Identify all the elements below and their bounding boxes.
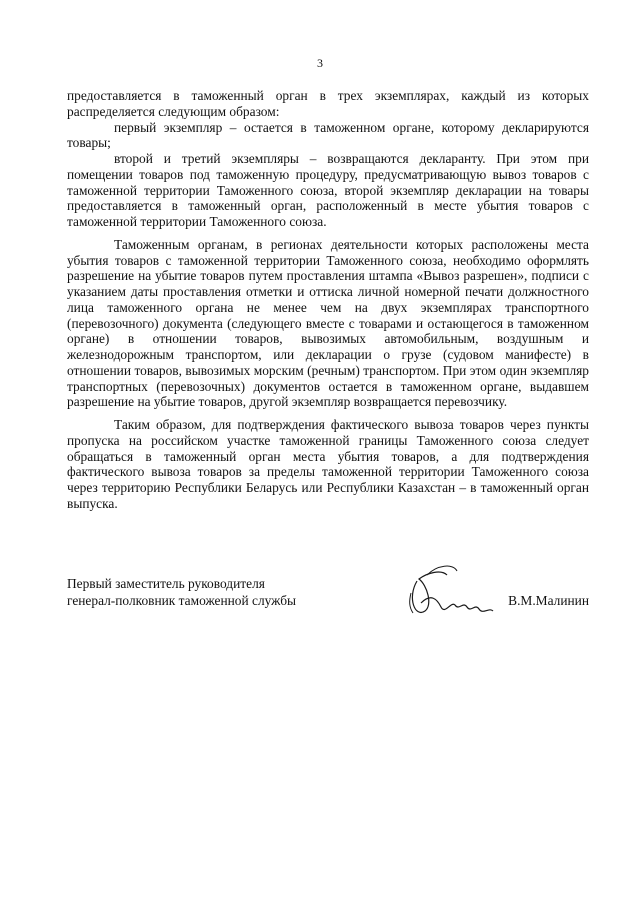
- signer-title-line-2: генерал-полковник таможенной службы: [67, 593, 297, 608]
- paragraph-5: Таким образом, для подтверждения фактического вывоза товаров через пункты пропуска на российском участке таможенной границы Таможенного союза следует обращаться в таможенный орган места убытия товаров, а для подтверждения фактического вывоза товаров за пределы таможенной территории Таможенного союза через территорию Республики Беларусь или Республики Казахстан – в таможенный орган выпуска.: [67, 417, 589, 511]
- paragraph-3: второй и третий экземпляры – возвращаются декларанту. При этом при помещении товаров под таможенную процедуру, предусматривающую вывоз товаров с таможенной территории Таможенного союза, второй экземпляр декларации на товары предоставляется в таможенный орган, расположенный в месте убытия товаров с таможенной территории Таможенного союза.: [67, 151, 589, 229]
- signer-title: [67, 575, 296, 609]
- page-number: 3: [317, 56, 323, 70]
- document-body: [67, 88, 589, 512]
- paragraph-1: предоставляется в таможенный орган в трех экземплярах, каждый из которых распределяется следующим образом:: [67, 88, 589, 119]
- paragraph-4: Таможенным органам, в регионах деятельности которых расположены места убытия товаров с таможенной территории Таможенного союза, необходимо оформлять разрешение на убытие товаров путем проставления штампа «Вывоз разрешен», подписи с указанием даты проставления отметки и оттиска личной номерной печати должностного лица таможенного органа не менее чем на двух экземплярах транспортного (перевозочного) документа (следующего вместе с товарами и остающегося в таможенном органе) в отношении товаров, вывозимых автомобильным, воздушным и железнодорожным транспортом, или декларации о грузе (судовом манифесте) в отношении товаров, вывозимых морским (речным) транспортом. При этом один экземпляр транспортных (перевозочных) документов остается в таможенном органе, выдавшем разрешение на убытие товаров, другой экземпляр возвращается перевозчику.: [67, 236, 589, 410]
- signer-name: В.М.Малинин: [508, 593, 589, 608]
- paragraph-2: первый экземпляр – остается в таможенном органе, которому декларируются товары;: [67, 119, 589, 151]
- signature-block: [67, 575, 589, 645]
- handwritten-signature: [397, 563, 507, 635]
- signer-title-line-1: Первый заместитель руководителя: [67, 576, 265, 591]
